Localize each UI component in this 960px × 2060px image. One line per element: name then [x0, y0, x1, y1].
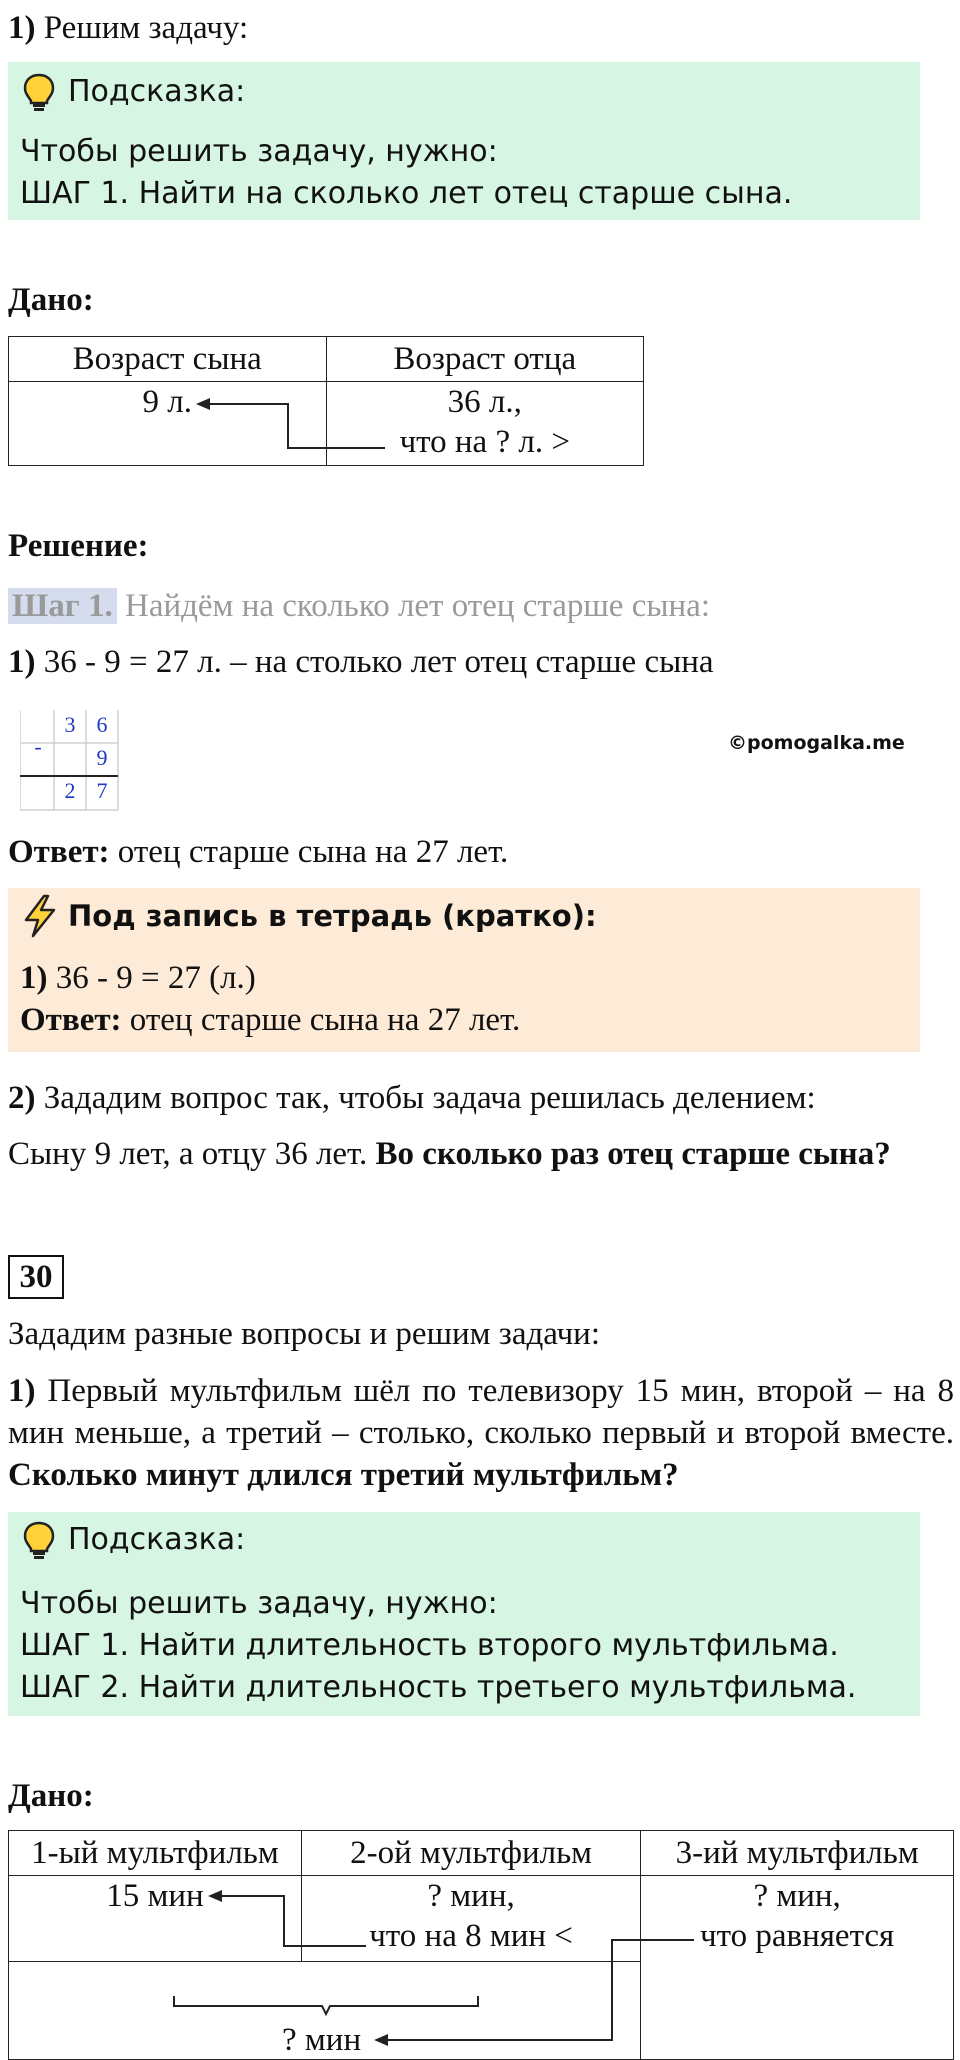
third-compare: что равняется [700, 1918, 895, 1954]
answer-line [8, 832, 508, 872]
item-number: 1) [8, 1373, 36, 1409]
third-duration: ? мин, [753, 1878, 841, 1914]
answer-label: Ответ: [20, 1002, 122, 1038]
given-label: Дано: [8, 1778, 94, 1814]
solution-label: Решение: [8, 528, 149, 564]
step-text: Найдём на сколько лет отец старше сына: [124, 588, 710, 624]
digit: 6 [96, 712, 108, 737]
lightning-icon [20, 894, 60, 938]
answer-text: отец старше сына на 27 лет. [129, 1002, 521, 1038]
task-intro: Зададим разные вопросы и решим задачи: [8, 1316, 601, 1352]
second-duration: ? мин, [427, 1878, 515, 1914]
step-text: Найти длительность второго мультфильма. [138, 1628, 839, 1663]
item-number: 2) [8, 1080, 36, 1116]
part2-text: Зададим вопрос так, чтобы задача решилась делением: [43, 1080, 816, 1116]
diagram-arrows [0, 1800, 960, 2059]
part2-statement: Сыну 9 лет, а отцу 36 лет. [8, 1136, 368, 1172]
comparison-arrow [0, 0, 960, 500]
sum-duration: ? мин [282, 2022, 362, 2058]
step-label: Шаг 1. [8, 588, 117, 624]
watermark: ©pomogalka.me [728, 732, 905, 754]
second-compare: что на 8 мин < [369, 1918, 573, 1954]
notebook-line [20, 958, 256, 998]
part2-question-line [8, 1134, 891, 1174]
step-text: Найти длительность третьего мультфильма. [138, 1670, 857, 1705]
step-label: ШАГ 1. [20, 1628, 130, 1663]
table-header: 2-ой мультфильм [301, 1831, 640, 1876]
lightbulb-icon [22, 1520, 56, 1560]
digit: 7 [96, 778, 108, 803]
hint-line: Чтобы решить задачу, нужно: [20, 1586, 498, 1621]
father-age: 36 л., [447, 384, 522, 420]
item-number: 1) [8, 10, 36, 46]
item-number: 1) [8, 644, 36, 680]
table-header: 1-ый мультфильм [9, 1831, 302, 1876]
hint-title: Подсказка: [68, 74, 246, 109]
step-label: ШАГ 1. [20, 176, 130, 211]
step-text: Найти на сколько лет отец старше сына. [138, 176, 793, 211]
digit: 3 [64, 712, 76, 737]
digit: 9 [96, 745, 108, 770]
answer-label: Ответ: [8, 834, 110, 870]
task-number: 30 [8, 1255, 64, 1299]
hint-title: Подсказка: [68, 1522, 246, 1557]
notebook-equation: 36 - 9 = 27 (л.) [55, 960, 256, 996]
son-age: 9 л. [142, 384, 192, 420]
hint-step [20, 1626, 839, 1666]
given-label: Дано: [8, 282, 94, 318]
father-compare: что на ? л. > [399, 424, 570, 460]
equation-line [8, 642, 714, 682]
answer-text: отец старше сына на 27 лет. [117, 834, 509, 870]
intro-text: Решим задачу: [43, 10, 249, 46]
first-duration: 15 мин [106, 1878, 204, 1914]
table-header: 3-ий мультфильм [641, 1831, 954, 1876]
equation-text: 36 - 9 = 27 л. – на столько лет отец старше сына [43, 644, 714, 680]
hint-step [20, 1668, 856, 1708]
hint-box [8, 1512, 920, 1716]
step-label: ШАГ 2. [20, 1670, 130, 1705]
minus-sign: - [34, 734, 42, 759]
table-header: Возраст отца [326, 337, 644, 382]
step-heading [8, 586, 710, 626]
digit: 2 [64, 778, 76, 803]
part2-question: Во сколько раз отец старше сына? [375, 1136, 891, 1172]
table-header: Возраст сына [9, 337, 327, 382]
notebook-box [8, 888, 920, 1052]
hint-line: Чтобы решить задачу, нужно: [20, 134, 498, 169]
part2-line [8, 1078, 816, 1118]
notebook-answer [20, 1000, 520, 1040]
task-question: Сколько минут длился третий мультфильм? [8, 1457, 679, 1493]
task-paragraph [8, 1370, 954, 1496]
item-number: 1) [20, 960, 48, 996]
task-text: Первый мультфильм шёл по телевизору 15 мин, второй – на 8 мин меньше, а третий – столько, сколько первый и второй вместе. [8, 1373, 955, 1451]
notebook-title: Под запись в тетрадь (кратко): [68, 899, 597, 933]
